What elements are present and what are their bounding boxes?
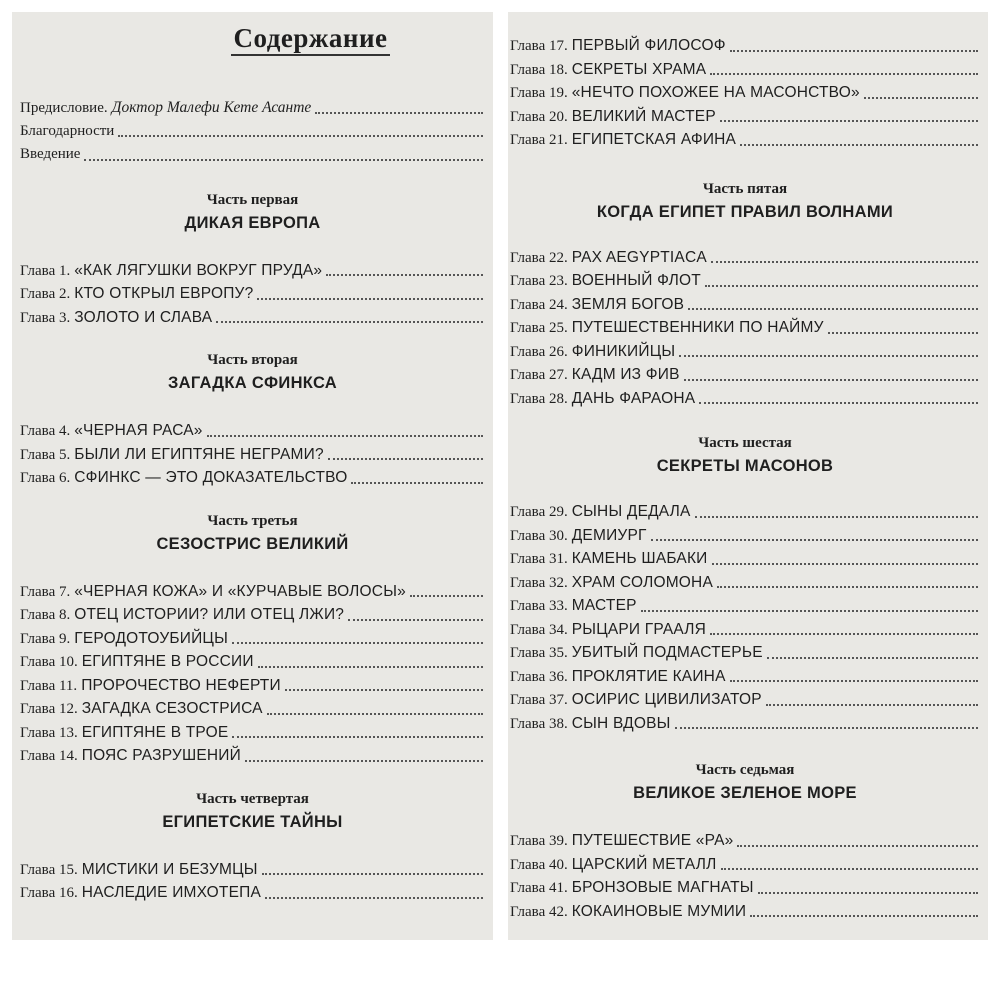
chapter-entry	[510, 500, 980, 524]
chapter-number: Глава 1.	[20, 262, 71, 279]
chapter-number: Глава 19.	[510, 85, 568, 101]
chapter-number: Глава 26.	[510, 343, 568, 360]
part-heading	[20, 510, 485, 556]
chapter-entry	[20, 443, 485, 467]
chapter-title: «КАК ЛЯГУШКИ ВОКРУГ ПРУДА»	[74, 261, 323, 279]
chapter-number: Глава 27.	[510, 367, 568, 383]
part-heading	[510, 432, 980, 478]
chapter-number: Глава 18.	[510, 61, 568, 78]
chapter-title: ЗЕМЛЯ БОГОВ	[571, 295, 685, 313]
chapter-entry	[510, 712, 980, 736]
leader-dots	[410, 595, 483, 597]
chapter-entry	[510, 641, 980, 665]
chapter-title: БЫЛИ ЛИ ЕГИПТЯНЕ НЕГРАМИ?	[74, 445, 324, 463]
chapter-number: Глава 24.	[510, 296, 568, 313]
leader-dots	[699, 402, 978, 404]
chapter-entry	[510, 876, 980, 900]
chapter-title: СЫН ВДОВЫ	[571, 714, 671, 732]
chapter-title: ПРОКЛЯТИЕ КАИНА	[571, 667, 726, 685]
chapter-number: Глава 9.	[20, 630, 71, 647]
chapter-entry	[20, 419, 485, 443]
chapter-entry	[510, 665, 980, 689]
leader-dots	[348, 619, 483, 621]
chapter-number: Глава 35.	[510, 645, 568, 661]
chapter-title: КТО ОТКРЫЛ ЕВРОПУ?	[74, 285, 254, 302]
chapter-number: Глава 40.	[510, 856, 568, 873]
chapter-number: Глава 25.	[510, 320, 568, 336]
chapter-number: Глава 10.	[20, 654, 78, 670]
chapter-entry	[20, 627, 485, 651]
chapter-title: ПУТЕШЕСТВИЕ «РА»	[571, 832, 734, 849]
chapter-entry	[20, 721, 485, 745]
chapter-title: ЕГИПТЯНЕ В ТРОЕ	[81, 723, 229, 741]
leader-dots	[232, 642, 483, 644]
leader-dots	[705, 285, 978, 287]
chapter-entry	[20, 674, 485, 698]
chapter-number: Глава 6.	[20, 470, 71, 486]
chapter-title: ОСИРИС ЦИВИЛИЗАТОР	[571, 691, 762, 708]
chapter-entry	[510, 34, 980, 58]
leader-dots	[315, 112, 483, 114]
leader-dots	[720, 120, 978, 122]
chapter-number: Глава 17.	[510, 38, 568, 54]
chapter-entry	[510, 340, 980, 364]
part-name: СЕЗОСТРИС ВЕЛИКИЙ	[156, 534, 349, 553]
chapter-title: ПЕРВЫЙ ФИЛОСОФ	[571, 37, 726, 54]
chapter-title: ЗОЛОТО И СЛАВА	[74, 308, 213, 326]
chapter-title: КОКАИНОВЫЕ МУМИИ	[571, 902, 747, 920]
leader-dots	[326, 274, 483, 276]
left-page	[12, 12, 493, 940]
chapter-title: ПРОРОЧЕСТВО НЕФЕРТИ	[81, 676, 281, 694]
chapter-number: Глава 42.	[510, 903, 568, 920]
leader-dots	[207, 435, 483, 437]
chapter-number: Глава 4.	[20, 423, 71, 439]
chapter-entry	[510, 688, 980, 712]
chapter-entry	[510, 900, 980, 924]
leader-dots	[232, 736, 483, 738]
leader-dots	[675, 727, 978, 729]
chapter-title: НАСЛЕДИЕ ИМХОТЕПА	[81, 884, 262, 901]
chapter-entry	[20, 603, 485, 627]
toc-entry-introduction	[20, 143, 485, 167]
leader-dots	[351, 482, 483, 484]
leader-dots	[737, 845, 978, 847]
leader-dots	[710, 633, 978, 635]
chapter-title: ПУТЕШЕСТВЕННИКИ ПО НАЙМУ	[571, 319, 824, 336]
chapter-entry	[20, 259, 485, 283]
chapter-number: Глава 2.	[20, 286, 71, 302]
chapter-title: МАСТЕР	[571, 597, 637, 614]
chapter-entry	[20, 580, 485, 604]
chapter-number: Глава 20.	[510, 108, 568, 125]
part-label: Часть первая	[206, 191, 299, 208]
chapter-entry	[510, 853, 980, 877]
chapter-title: МИСТИКИ И БЕЗУМЦЫ	[81, 860, 258, 878]
toc-entry-preface	[20, 96, 485, 120]
chapter-title: «ЧЕРНАЯ КОЖА» И «КУРЧАВЫЕ ВОЛОСЫ»	[74, 582, 406, 600]
chapter-number: Глава 21.	[510, 132, 568, 148]
chapter-title: ГЕРОДОТОУБИЙЦЫ	[74, 629, 229, 647]
chapter-entry	[20, 650, 485, 674]
part-name: ЗАГАДКА СФИНКСА	[168, 374, 337, 392]
chapter-number: Глава 5.	[20, 446, 71, 463]
part-label: Часть третья	[207, 512, 298, 529]
part-heading	[20, 189, 485, 235]
leader-dots	[688, 308, 978, 310]
leader-dots	[84, 159, 483, 161]
part-heading	[510, 178, 980, 224]
chapter-number: Глава 31.	[510, 551, 568, 567]
chapter-title: ЕГИПЕТСКАЯ АФИНА	[571, 131, 737, 148]
chapter-number: Глава 15.	[20, 861, 78, 878]
chapter-title: СФИНКС — ЭТО ДОКАЗАТЕЛЬСТВО	[74, 469, 348, 486]
part-name: ВЕЛИКОЕ ЗЕЛЕНОЕ МОРЕ	[633, 784, 857, 802]
chapter-entry	[510, 316, 980, 340]
chapter-number: Глава 32.	[510, 574, 568, 591]
chapter-number: Глава 12.	[20, 701, 78, 717]
part-heading	[20, 349, 485, 395]
chapter-number: Глава 14.	[20, 748, 78, 764]
chapter-title: КАМЕНЬ ШАБАКИ	[571, 550, 708, 567]
chapter-title: ЕГИПТЯНЕ В РОССИИ	[81, 653, 254, 670]
leader-dots	[267, 713, 483, 715]
chapter-number: Глава 7.	[20, 583, 71, 600]
leader-dots	[766, 704, 978, 706]
chapter-number: Глава 34.	[510, 621, 568, 638]
entry-label: Благодарности	[20, 122, 115, 139]
chapter-number: Глава 39.	[510, 833, 568, 849]
chapter-number: Глава 29.	[510, 504, 568, 520]
chapter-title: БРОНЗОВЫЕ МАГНАТЫ	[571, 879, 754, 896]
leader-dots	[262, 873, 483, 875]
leader-dots	[216, 321, 483, 323]
leader-dots	[257, 298, 483, 300]
part-label: Часть шестая	[698, 435, 792, 451]
leader-dots	[828, 332, 978, 334]
chapter-number: Глава 22.	[510, 249, 568, 266]
chapter-entry	[510, 547, 980, 571]
chapter-entry	[510, 594, 980, 618]
chapter-title: ПОЯС РАЗРУШЕНИЙ	[81, 747, 241, 764]
part-label: Часть седьмая	[695, 762, 795, 778]
toc-entry-acknowledgements	[20, 120, 485, 144]
chapter-entry	[510, 246, 980, 270]
leader-dots	[750, 915, 978, 917]
chapter-number: Глава 30.	[510, 527, 568, 544]
chapter-entry	[510, 618, 980, 642]
chapter-title: КАДМ ИЗ ФИВ	[571, 366, 680, 383]
chapter-title: «НЕЧТО ПОХОЖЕЕ НА МАСОНСТВО»	[571, 84, 860, 101]
leader-dots	[730, 680, 978, 682]
chapter-number: Глава 11.	[20, 677, 78, 694]
part-name: КОГДА ЕГИПЕТ ПРАВИЛ ВОЛНАМИ	[596, 202, 894, 221]
part-label: Часть пятая	[702, 180, 788, 197]
chapter-title: СЕКРЕТЫ ХРАМА	[571, 60, 707, 78]
leader-dots	[758, 892, 978, 894]
part-label: Часть вторая	[207, 352, 298, 368]
right-page	[508, 12, 988, 940]
leader-dots	[717, 586, 978, 588]
entry-label: Предисловие.	[20, 100, 108, 116]
leader-dots	[651, 539, 978, 541]
leader-dots	[245, 760, 483, 762]
chapter-title: «ЧЕРНАЯ РАСА»	[74, 422, 203, 439]
entry-author: Доктор Малефи Кете Асанте	[111, 99, 312, 116]
leader-dots	[328, 458, 483, 460]
chapter-entry	[20, 744, 485, 768]
leader-dots	[695, 516, 978, 518]
chapter-entry	[510, 269, 980, 293]
part-name: ЕГИПЕТСКИЕ ТАЙНЫ	[162, 812, 343, 831]
leader-dots	[679, 355, 978, 357]
chapter-entry	[510, 58, 980, 82]
chapter-entry	[510, 81, 980, 105]
leader-dots	[285, 689, 483, 691]
chapter-entry	[510, 571, 980, 595]
chapter-entry	[510, 105, 980, 129]
chapter-entry	[510, 387, 980, 411]
leader-dots	[767, 657, 978, 659]
chapter-entry	[20, 306, 485, 330]
chapter-title: ЦАРСКИЙ МЕТАЛЛ	[571, 855, 717, 873]
part-heading	[510, 759, 980, 805]
chapter-entry	[510, 293, 980, 317]
chapter-number: Глава 28.	[510, 390, 568, 407]
chapter-title: ХРАМ СОЛОМОНА	[571, 573, 713, 591]
chapter-number: Глава 13.	[20, 724, 78, 741]
leader-dots	[684, 379, 978, 381]
chapter-number: Глава 36.	[510, 668, 568, 685]
chapter-number: Глава 37.	[510, 692, 568, 708]
chapter-entry	[510, 363, 980, 387]
chapter-entry	[20, 858, 485, 882]
leader-dots	[740, 144, 978, 146]
leader-dots	[711, 261, 978, 263]
part-heading	[20, 788, 485, 834]
chapter-entry	[20, 697, 485, 721]
chapter-title: PAX AEGYPTIACA	[571, 248, 707, 266]
chapter-title: СЫНЫ ДЕДАЛА	[571, 503, 691, 520]
chapter-entry	[20, 466, 485, 490]
chapter-entry	[510, 829, 980, 853]
chapter-title: РЫЦАРИ ГРААЛЯ	[571, 620, 707, 638]
chapter-number: Глава 41.	[510, 880, 568, 896]
chapter-entry	[510, 128, 980, 152]
part-name: СЕКРЕТЫ МАСОНОВ	[656, 457, 834, 475]
chapter-title: УБИТЫЙ ПОДМАСТЕРЬЕ	[571, 644, 763, 661]
part-label: Часть четвертая	[196, 790, 309, 807]
chapter-title: ДЕМИУРГ	[571, 526, 647, 544]
chapter-number: Глава 33.	[510, 598, 568, 614]
part-name: ДИКАЯ ЕВРОПА	[184, 213, 321, 232]
chapter-entry	[510, 524, 980, 548]
leader-dots	[258, 666, 483, 668]
chapter-title: ЗАГАДКА СЕЗОСТРИСА	[81, 700, 263, 717]
chapter-title: ФИНИКИЙЦЫ	[571, 342, 676, 360]
chapter-number: Глава 16.	[20, 885, 78, 901]
chapter-number: Глава 8.	[20, 607, 71, 623]
chapter-title: ВОЕННЫЙ ФЛОТ	[571, 272, 701, 289]
chapter-number: Глава 38.	[510, 715, 568, 732]
chapter-title: ДАНЬ ФАРАОНА	[571, 389, 696, 407]
leader-dots	[710, 73, 978, 75]
entry-label: Введение	[20, 146, 81, 162]
leader-dots	[118, 135, 483, 137]
chapter-number: Глава 3.	[20, 309, 71, 326]
leader-dots	[864, 97, 978, 99]
page-title: Содержание	[20, 12, 485, 58]
leader-dots	[721, 868, 978, 870]
chapter-entry	[20, 282, 485, 306]
leader-dots	[712, 563, 978, 565]
chapter-entry	[20, 881, 485, 905]
leader-dots	[265, 897, 483, 899]
chapter-number: Глава 23.	[510, 273, 568, 289]
leader-dots	[641, 610, 978, 612]
chapter-title: ОТЕЦ ИСТОРИИ? ИЛИ ОТЕЦ ЛЖИ?	[74, 606, 345, 623]
leader-dots	[730, 50, 978, 52]
chapter-title: ВЕЛИКИЙ МАСТЕР	[571, 107, 716, 125]
